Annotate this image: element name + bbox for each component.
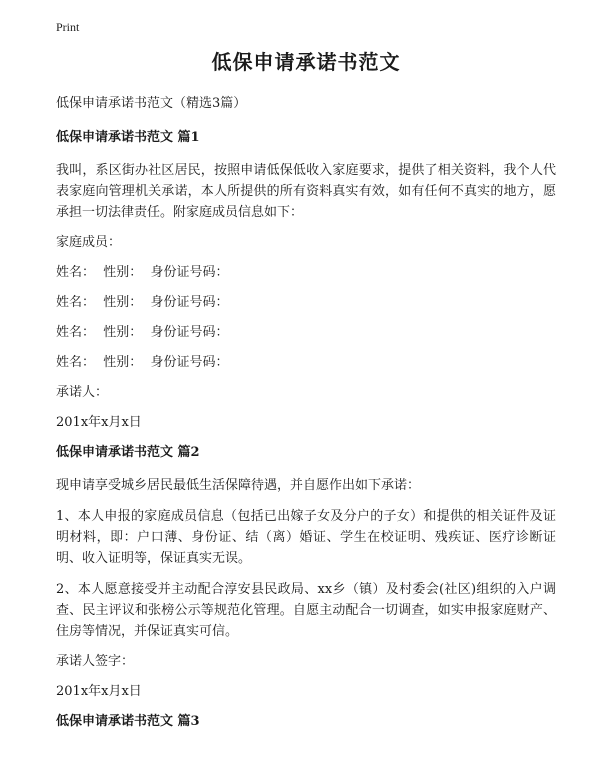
date-line: 201x年x月x日 xyxy=(56,415,142,430)
print-link[interactable]: Print xyxy=(56,20,80,34)
signer-label: 承诺人： xyxy=(56,385,109,400)
member-info-line: 姓名： 性别： 身份证号码： xyxy=(56,355,229,370)
paragraph: 我叫，系区街办社区居民，按照申请低保低收入家庭要求，提供了相关资料，我个人代表家庭向管理机关承诺，本人所提供的所有资料真实有效，如有任何不真实的地方，愿承担一切法律责任。附家庭成员信息如下： xyxy=(56,163,556,220)
document-page xyxy=(56,48,556,744)
signer-label: 承诺人签字： xyxy=(56,654,135,669)
family-members-label: 家庭成员： xyxy=(56,235,122,250)
document-subtitle: 低保申请承诺书范文（精选3篇） xyxy=(56,96,247,111)
paragraph: 2、本人愿意接受并主动配合淳安县民政局、xx乡（镇）及村委会(社区)组织的入户调查、民主评议和张榜公示等规范化管理。自愿主动配合一切调查，如实申报家庭财产、住房等情况，并保证真实可信。 xyxy=(56,582,556,639)
section-heading-3: 低保申请承诺书范文 篇3 xyxy=(56,714,200,729)
paragraph: 现申请享受城乡居民最低生活保障待遇，并自愿作出如下承诺： xyxy=(56,478,421,493)
section-heading-2: 低保申请承诺书范文 篇2 xyxy=(56,445,200,460)
section-heading-1: 低保申请承诺书范文 篇1 xyxy=(56,130,200,145)
page-title: 低保申请承诺书范文 xyxy=(211,50,401,74)
paragraph: 1、本人申报的家庭成员信息（包括已出嫁子女及分户的子女）和提供的相关证件及证明材料，即：户口薄、身份证、结（离）婚证、学生在校证明、残疾证、医疗诊断证明、收入证明等，保证真实无误。 xyxy=(56,509,556,566)
member-info-line: 姓名： 性别： 身份证号码： xyxy=(56,325,229,340)
member-info-line: 姓名： 性别： 身份证号码： xyxy=(56,295,229,310)
date-line: 201x年x月x日 xyxy=(56,684,142,699)
member-info-line: 姓名： 性别： 身份证号码： xyxy=(56,265,229,280)
